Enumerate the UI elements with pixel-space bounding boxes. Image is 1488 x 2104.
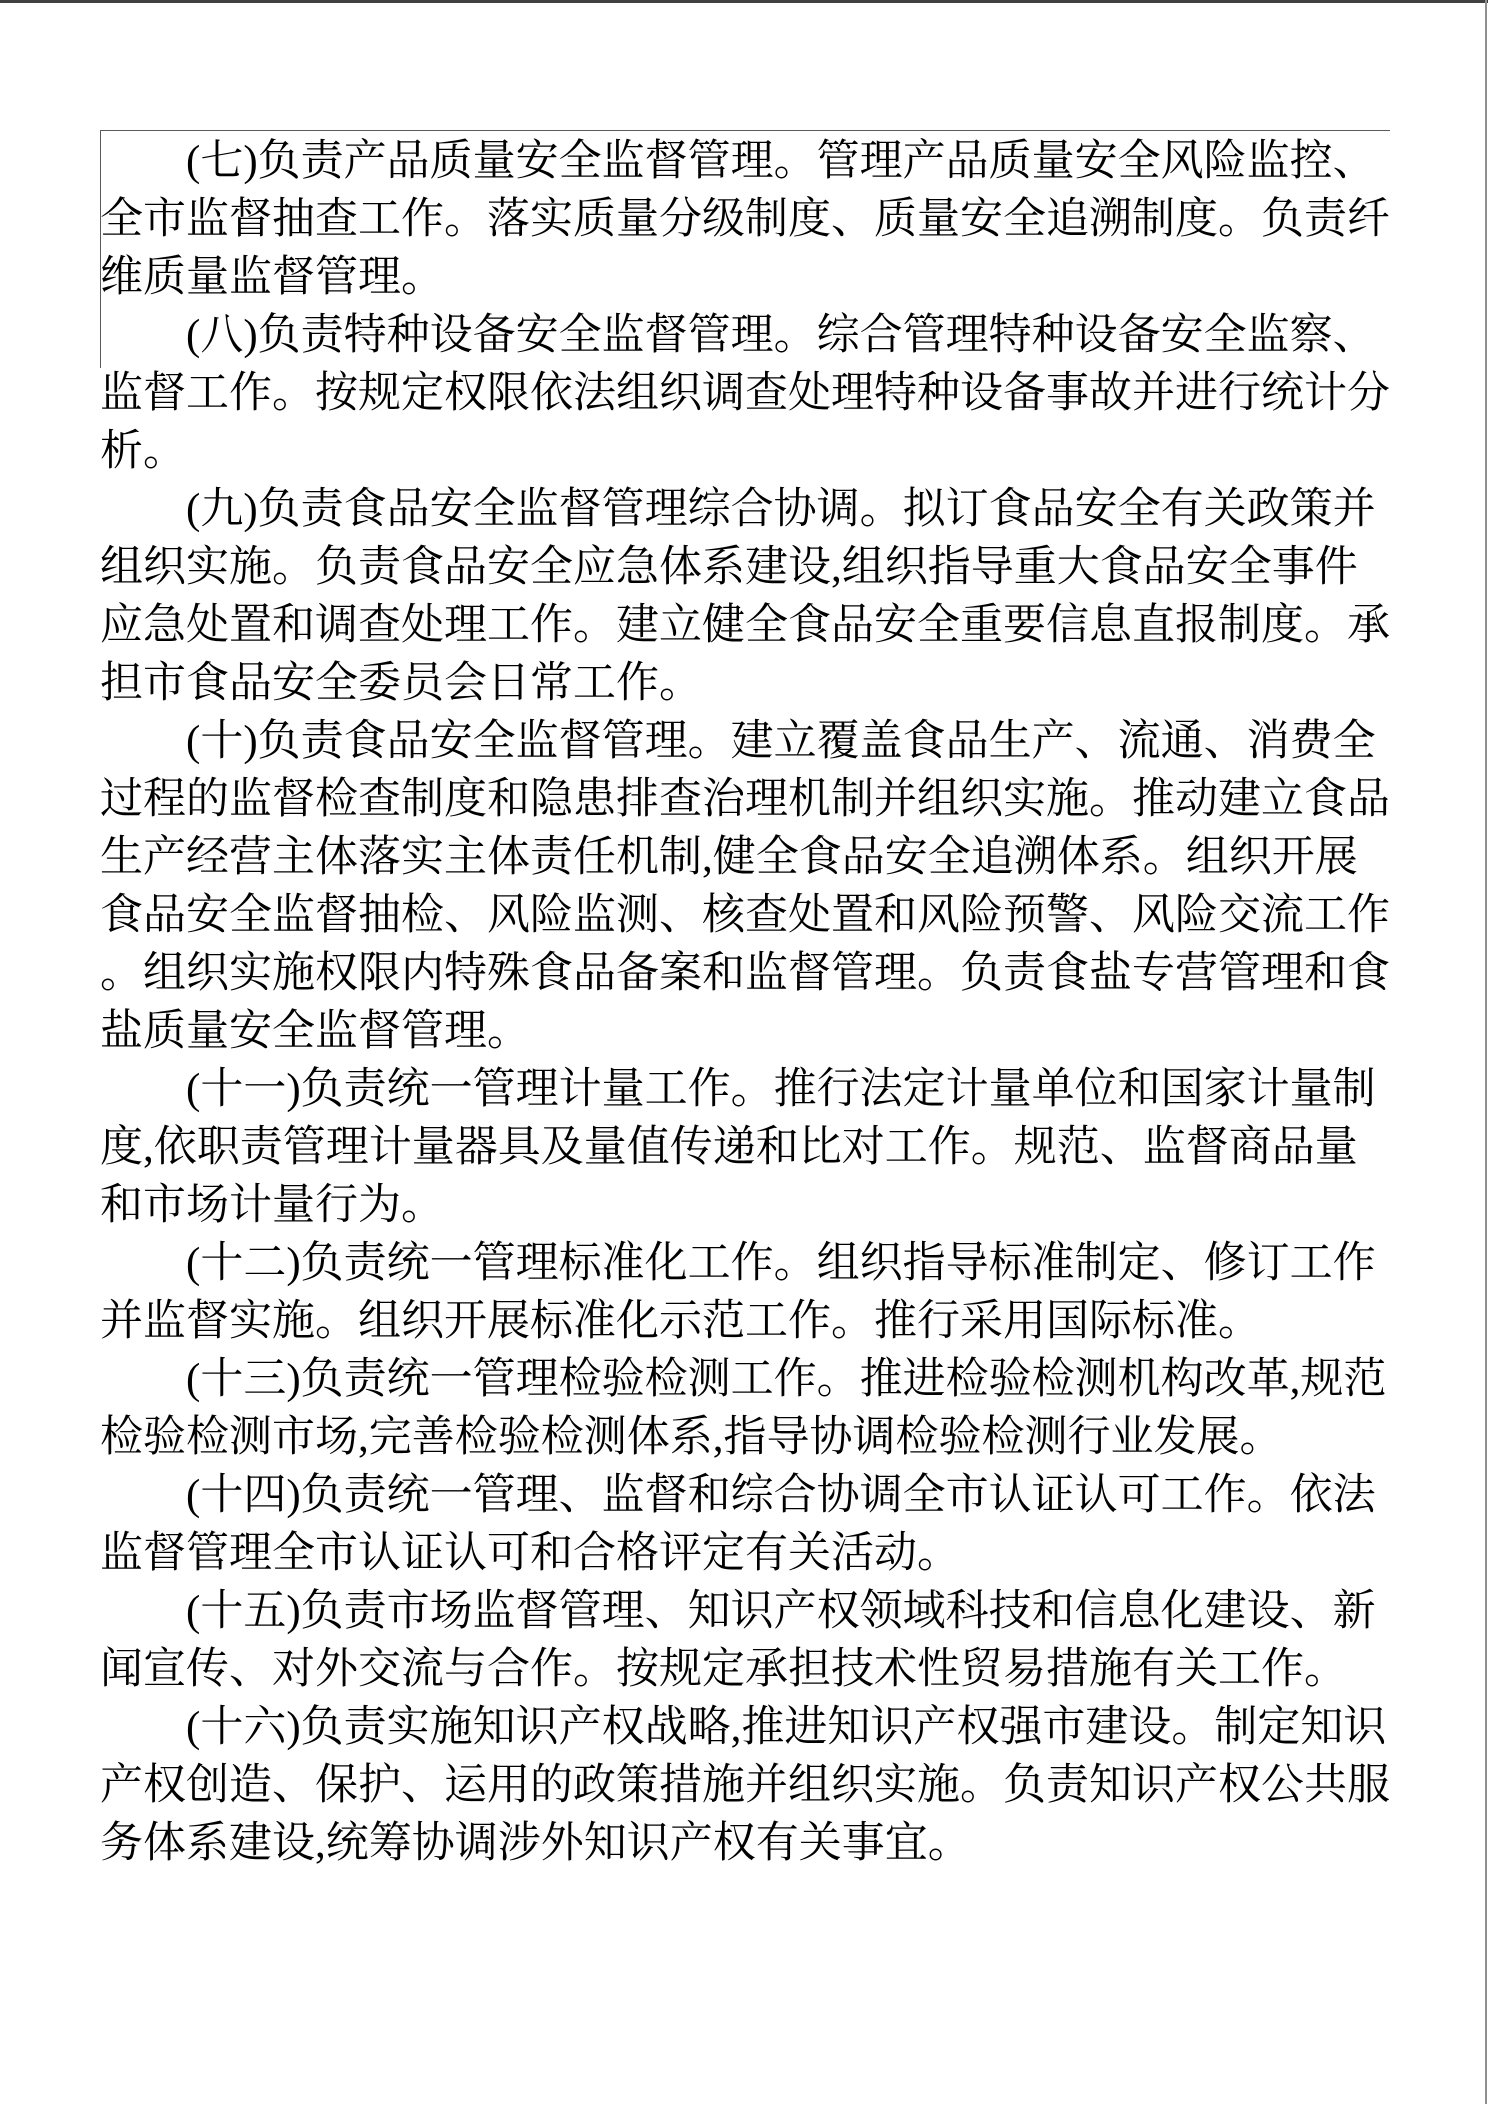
duty-item-7: (七)负责产品质量安全监督管理。管理产品质量安全风险监控、全市监督抽查工作。落实质量分级制度、质量安全追溯制度。负责纤维质量监督管理。 (100, 138, 1390, 301)
duty-item-14: (十四)负责统一管理、监督和综合协调全市认证认可工作。依法监督管理全市认证认可和合格评定有关活动。 (100, 1472, 1376, 1577)
page-top-border (0, 0, 1488, 3)
duty-item-10: (十)负责食品安全监督管理。建立覆盖食品生产、流通、消费全过程的监督检查制度和隐患排查治理机制并组织实施。推动建立食品生产经营主体落实主体责任机制,健全食品安全追溯体系。组织开展食品安全监督抽检、风险监测、核查处置和风险预警、风险交流工作。组织实施权限内特殊食品备案和监督管理。负责食盐专营管理和食盐质量安全监督管理。 (100, 718, 1390, 1055)
duty-item-12: (十二)负责统一管理标准化工作。组织指导标准制定、修订工作并监督实施。组织开展标准化示范工作。推行采用国际标准。 (100, 1240, 1376, 1345)
duty-item-9: (九)负责食品安全监督管理综合协调。拟订食品安全有关政策并组织实施。负责食品安全应急体系建设,组织指导重大食品安全事件应急处置和调查处理工作。建立健全食品安全重要信息直报制度。承担市食品安全委员会日常工作。 (100, 486, 1390, 707)
duty-item-8: (八)负责特种设备安全监督管理。综合管理特种设备安全监察、监督工作。按规定权限依法组织调查处理特种设备事故并进行统计分析。 (100, 312, 1390, 475)
duty-item-13: (十三)负责统一管理检验检测工作。推进检验检测机构改革,规范检验检测市场,完善检验检测体系,指导协调检验检测行业发展。 (100, 1356, 1387, 1461)
duty-item-15: (十五)负责市场监督管理、知识产权领域科技和信息化建设、新闻宣传、对外交流与合作。按规定承担技术性贸易措施有关工作。 (100, 1588, 1376, 1693)
document-text-block (100, 133, 1390, 1873)
page-right-edge (1485, 0, 1487, 2104)
duty-item-11: (十一)负责统一管理计量工作。推行法定计量单位和国家计量制度,依职责管理计量器具及量值传递和比对工作。规范、监督商品量和市场计量行为。 (100, 1066, 1376, 1229)
text-frame-top-line (100, 130, 1390, 131)
duty-item-16: (十六)负责实施知识产权战略,推进知识产权强市建设。制定知识产权创造、保护、运用的政策措施并组织实施。负责知识产权公共服务体系建设,统筹协调涉外知识产权有关事宜。 (100, 1704, 1390, 1867)
